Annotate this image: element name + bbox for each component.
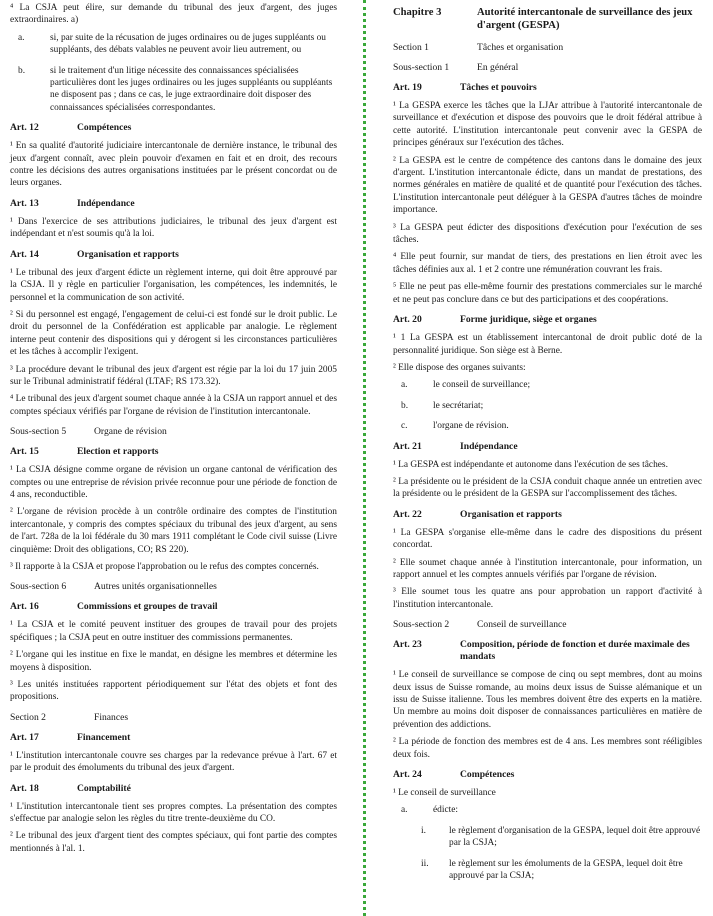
- paragraph: ¹ Dans l'exercice de ses attributions judiciaires, le tribunal des jeux d'argent est indépendant et n'est soumis qu'à la loi.: [10, 216, 337, 240]
- article-heading-12: [10, 122, 337, 134]
- paragraph: ³ Elle soumet tous les quatre ans pour approbation un rapport d'activité à l'institution intercantonale.: [393, 587, 702, 610]
- article-number: Art. 12: [10, 122, 39, 134]
- paragraph: ¹ Le conseil de surveillance se compose de cinq ou sept membres, dont au moins deux issus de Suisse romande, au moins deux issus de Suisse alémanique et un issu de Suisse italienne. Tous les membres doivent être des experts en la matière. Un membre au moins doit disposer de connaissances particulières en matière de prévention des addictions.: [393, 670, 702, 730]
- list-item: [10, 65, 337, 115]
- list-item: [393, 804, 702, 816]
- section-heading-2: [10, 712, 337, 724]
- article-title: Election et rapports: [77, 446, 159, 458]
- article-title: Financement: [77, 731, 131, 743]
- paragraph: ⁴ Le tribunal des jeux d'argent soumet chaque année à la CSJA un rapport annuel et des comptes spéciaux vérifiés par l'organe de révision de l'institution intercantonale.: [10, 394, 337, 417]
- section-heading-1: [393, 42, 702, 54]
- paragraph: ¹ La CSJA désigne comme organe de révision un organe cantonal de vérification des comptes ou une entreprise de révision privée reconnue pour une période de fonction de 4 ans, reconductible.: [10, 465, 337, 500]
- paragraph: ² L'organe de révision procède à un contrôle ordinaire des comptes de l'institution intercantonale, y compris des comptes spéciaux du tribunal des jeux d'argent, au sens de l'art. 728a de la loi fédérale du 30 mars 1911 complétant le Code civil suisse (Livre cinquième: Droit des obligations, CO; RS 220).: [10, 507, 337, 555]
- article-number: Art. 22: [393, 508, 422, 520]
- list-letter: a.: [18, 32, 25, 43]
- column-divider: [363, 0, 366, 916]
- list-text: le règlement d'organisation de la GESPA, lequel doit être approuvé par la CSJA;: [449, 825, 701, 849]
- paragraph: ¹ L'institution intercantonale couvre ses charges par la redevance prévue à l'art. 67 et par le produit des émoluments du tribunal des jeux d'argent.: [10, 750, 337, 774]
- list-item: [393, 420, 702, 432]
- article-number: Art. 19: [393, 82, 422, 93]
- article-title: Organisation et rapports: [77, 248, 179, 260]
- article-number: Art. 14: [10, 248, 39, 260]
- paragraph: ² Le tribunal des jeux d'argent tient des comptes spéciaux, qui font partie des comptes mentionnés à l'al. 1.: [10, 831, 337, 854]
- section-title: Finances: [94, 711, 129, 723]
- article-number: Art. 24: [393, 769, 422, 781]
- article-number: Art. 16: [10, 601, 39, 613]
- paragraph: ¹ La GESPA exerce les tâches que la LJAr attribue à l'autorité intercantonale de surveillance et d'exécution et dispose des pouvoirs que le droit fédéral attribue à cette autorité. L'institution intercantonale peut convenir avec la GESPA de principes généraux sur l'exécution des tâches.: [393, 101, 702, 149]
- paragraph: ¹ 1 La GESPA est un établissement intercantonal de droit public doté de la personnalité juridique. Son siège est à Berne.: [393, 333, 702, 356]
- roman-list-item: [393, 858, 702, 883]
- subsection-number: Sous-section 5: [10, 426, 67, 438]
- right-column: [393, 2, 702, 890]
- paragraph: ¹ En sa qualité d'autorité judiciaire intercantonale de dernière instance, le tribunal des jeux d'argent connaît, avec plein pouvoir d'examen en fait et en droit, des recours contre les décisions des autres organisations instituées par le présent concordat ou de leurs organes.: [10, 141, 337, 189]
- list-letter: b.: [18, 65, 26, 76]
- roman-numeral: ii.: [421, 858, 429, 869]
- paragraph: ¹ Le conseil de surveillance: [393, 788, 496, 799]
- list-text: le conseil de surveillance;: [433, 380, 531, 391]
- list-letter: a.: [401, 380, 408, 391]
- article-heading-13: [10, 198, 337, 210]
- list-text: si le traitement d'un litige nécessite des connaissances spécialisées particulières dont les juges ordinaires ou les juges suppléants ou suppléants ne disposent pas ; dans ce cas, le juge extraordinaire doit disposer des connaissances spécialisées correspondantes.: [50, 65, 333, 113]
- subsection-title: Organe de révision: [94, 426, 167, 438]
- subsection-heading-6: [10, 581, 337, 593]
- article-number: Art. 18: [10, 782, 39, 794]
- left-column: [10, 2, 337, 860]
- subsection-title: En général: [477, 62, 519, 73]
- section-number: Section 1: [393, 42, 429, 53]
- list-text: si, par suite de la récusation de juges ordinaires ou de juges suppléants ou suppléants, des débats valables ne peuvent avoir lieu autrement, ou: [50, 32, 326, 56]
- subsection-heading-5: [10, 426, 337, 438]
- list-item: [393, 379, 702, 391]
- section-title: Tâches et organisation: [477, 42, 564, 53]
- list-letter: a.: [401, 805, 408, 816]
- article-title: Commissions et groupes de travail: [77, 601, 218, 613]
- subsection-heading-1: [393, 62, 702, 74]
- paragraph: ³ La procédure devant le tribunal des jeux d'argent est régie par la loi du 17 juin 2005 sur le Tribunal administratif fédéral (LTAF; RS 173.32).: [10, 364, 337, 387]
- article-title: Organisation et rapports: [460, 508, 562, 520]
- subsection-number: Sous-section 1: [393, 62, 450, 73]
- subsection-number: Sous-section 6: [10, 581, 67, 593]
- article-title: Compétences: [77, 122, 132, 134]
- paragraph: ² L'organe qui les institue en fixe le mandat, en désigne les membres et détermine les moyens à disposition.: [10, 650, 337, 673]
- article-heading-24: [393, 769, 702, 781]
- paragraph: ² La période de fonction des membres est de 4 ans. Les membres sont rééligibles deux fois.: [393, 737, 702, 760]
- paragraph: ² Elle dispose des organes suivants:: [393, 362, 526, 373]
- paragraph: ⁴ Elle peut fournir, sur mandat de tiers, des prestations en lien étroit avec les tâches définies aux al. 1 et 2 contre une rémunération couvrant les frais.: [393, 252, 702, 275]
- article-heading-16: [10, 601, 337, 613]
- paragraph: ¹ La GESPA est indépendante et autonome dans l'exécution de ses tâches.: [393, 459, 668, 470]
- paragraph: ² Si du personnel est engagé, l'engagement de celui-ci est fondé sur le droit public. Le droit du personnel de la Confédération est applicable par analogie. Le règlement interne peut contenir des dispositions qui y dérogent si les circonstances particulières et les tâches à accomplir l'exigent.: [10, 309, 337, 358]
- article-heading-20: [393, 314, 702, 326]
- article-heading-15: [10, 446, 337, 458]
- subsection-number: Sous-section 2: [393, 619, 450, 631]
- paragraph: ² La présidente ou le président de la CSJA conduit chaque année un entretien avec la présidente ou le président de la GESPA sur l'accomplissement des tâches.: [393, 476, 702, 500]
- article-title: Comptabilité: [77, 782, 131, 794]
- list-item: [10, 32, 337, 57]
- list-text: édicte:: [433, 805, 458, 816]
- paragraph: ³ La GESPA peut édicter des dispositions d'exécution pour l'exécution de ses tâches.: [393, 222, 702, 246]
- section-number: Section 2: [10, 711, 46, 723]
- paragraph: ¹ La GESPA s'organise elle-même dans le cadre des dispositions du présent concordat.: [393, 527, 702, 551]
- list-item: [393, 400, 702, 412]
- article-title: Indépendance: [460, 440, 518, 452]
- paragraph: ² Elle soumet chaque année à l'institution intercantonale, pour information, un rapport annuel et les comptes annuels vérifiés par l'organe de révision.: [393, 557, 702, 580]
- subsection-heading-2: [393, 619, 702, 631]
- list-letter: c.: [401, 421, 408, 432]
- article-heading-22: [393, 509, 702, 521]
- article-title: Forme juridique, siège et organes: [460, 314, 597, 326]
- paragraph: ³ Les unités instituées rapportent périodiquement sur l'état des objets et font des propositions.: [10, 680, 337, 703]
- article-number: Art. 17: [10, 731, 39, 743]
- article-title: Composition, période de fonction et durée maximale des mandats: [460, 639, 690, 663]
- subsection-title: Conseil de surveillance: [477, 619, 567, 631]
- article-number: Art. 15: [10, 446, 39, 458]
- article-heading-17: [10, 732, 337, 744]
- list-letter: b.: [401, 400, 409, 411]
- article-title: Compétences: [460, 769, 515, 781]
- paragraph: ¹ Le tribunal des jeux d'argent édicte un règlement interne, qui doit être approuvé par la CSJA. Il y règle en particulier l'organisation, les compétences, les indemnités, le personnel et la communication de son activité.: [10, 267, 337, 303]
- intro-paragraph: ⁴ La CSJA peut élire, sur demande du tribunal des jeux d'argent, des juges extraordinaires. a): [10, 3, 337, 26]
- article-title: Indépendance: [77, 197, 135, 209]
- article-number: Art. 23: [393, 639, 422, 651]
- roman-list-item: [393, 825, 702, 850]
- chapter-heading: [393, 6, 702, 32]
- list-text: le règlement sur les émoluments de la GESPA, lequel doit être approuvé par la CSJA;: [449, 858, 683, 882]
- article-number: Art. 13: [10, 197, 39, 209]
- subsection-title: Autres unités organisationnelles: [94, 581, 217, 593]
- paragraph: ¹ L'institution intercantonale tient ses propres comptes. La présentation des comptes s'effectue par analogie selon les règles du titre trente-deuxième du CO.: [10, 801, 337, 825]
- paragraph: ¹ La CSJA et le comité peuvent instituer des groupes de travail pour des projets spécifiques ; la CSJA peut en outre instituer des commissions permanentes.: [10, 620, 337, 643]
- article-heading-23: [393, 639, 702, 663]
- paragraph: ³ Il rapporte à la CSJA et propose l'approbation ou le refus des comptes concernés.: [10, 562, 319, 572]
- roman-numeral: i.: [421, 825, 426, 836]
- chapter-number: Chapitre 3: [393, 7, 442, 18]
- chapter-title: Autorité intercantonale de surveillance des jeux d'argent (GESPA): [477, 7, 693, 31]
- article-heading-18: [10, 783, 337, 795]
- article-number: Art. 21: [393, 440, 422, 452]
- list-text: le secrétariat;: [433, 400, 484, 411]
- paragraph: ² La GESPA est le centre de compétence des cantons dans le domaine des jeux d'argent. L'institution intercantonale édicte, dans un mandat de prestations, des normes générales en matière de qualité et de quantité pour l'exécution des tâches. L'institution intercantonale peut déléguer à la GESPA d'autres tâches de moindre importance.: [393, 155, 702, 216]
- paragraph: ⁵ Elle ne peut pas elle-même fournir des prestations commerciales sur le marché et ne peut pas conclure dans ce but des participations et des coopérations.: [393, 282, 702, 305]
- article-title: Tâches et pouvoirs: [460, 82, 537, 93]
- list-text: l'organe de révision.: [433, 421, 509, 432]
- article-heading-19: [393, 82, 702, 94]
- article-heading-14: [10, 249, 337, 261]
- article-number: Art. 20: [393, 314, 422, 326]
- article-heading-21: [393, 441, 702, 453]
